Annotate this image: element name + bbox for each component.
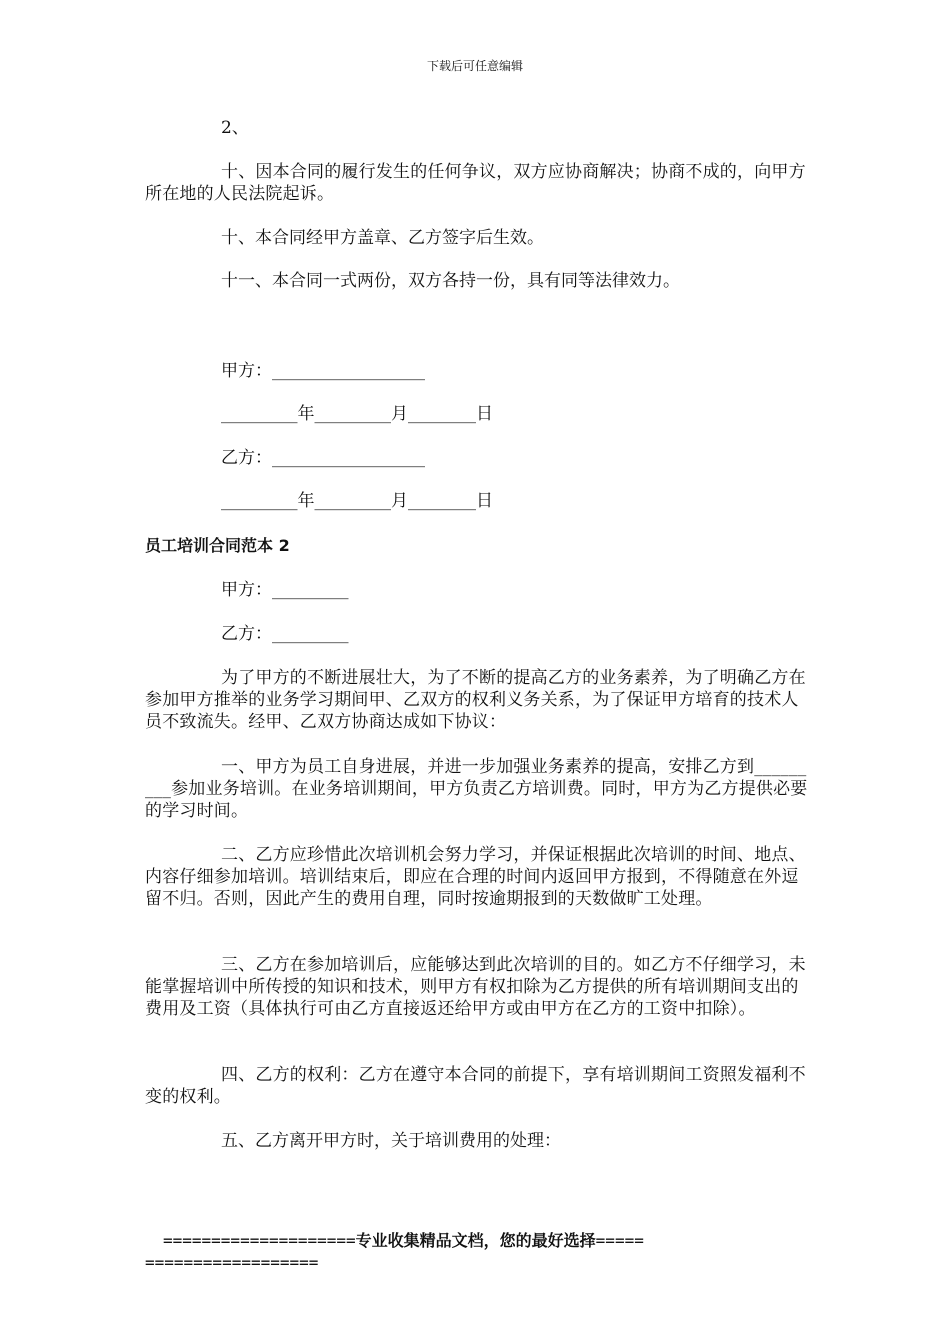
clause-2: 二、乙方应珍惜此次培训机会努力学习，并保证根据此次培训的时间、地点、内容仔细参加培训。培训结束后，即应在合理的时间内返回甲方报到，不得随意在外逗留不归。否则，因此产生的费用自理，同时按逾期报到的天数做旷工处理。: [145, 845, 806, 909]
clause-1: 一、甲方为员工自身进展，并进一步加强业务素养的提高，安排乙方到_________参加业务培训。在业务培训期间，甲方负责乙方培训费。同时，甲方为乙方提供必要的学习时间。: [145, 757, 808, 821]
clause-10-effect: 十、本合同经甲方盖章、乙方签字后生效。: [221, 228, 544, 248]
footer-equals-left: ====================: [163, 1231, 356, 1250]
clause-10-dispute: 十、因本合同的履行发生的任何争议，双方应协商解决；协商不成的，向甲方所在地的人民法院起诉。: [145, 162, 806, 204]
page-header: 下载后可任意编辑: [426, 59, 523, 73]
item-2: 2、: [221, 118, 249, 138]
intro-paragraph: 为了甲方的不断进展壮大，为了不断的提高乙方的业务素养，为了明确乙方在参加甲方推举的业务学习期间甲、乙双方的权利义务关系，为了保证甲方培育的技术人员不致流失。经甲、乙双方协商达成如下协议：: [145, 668, 806, 732]
clause-4: 四、乙方的权利：乙方在遵守本合同的前提下，享有培训期间工资照发福利不变的权利。: [145, 1065, 806, 1107]
party-b-signature: 乙方：__________________: [221, 448, 425, 468]
clause-3: 三、乙方在参加培训后，应能够达到此次培训的目的。如乙方不仔细学习，未能掌握培训中所传授的知识和技术，则甲方有权扣除为乙方提供的所有培训期间支出的费用及工资（具体执行可由乙方直接返还给甲方或由甲方在乙方的工资中扣除）。: [145, 955, 806, 1019]
party-a-field: 甲方：_________: [221, 580, 349, 600]
clause-5: 五、乙方离开甲方时，关于培训费用的处理：: [221, 1131, 561, 1151]
date-line-1: _________年_________月________日: [221, 404, 493, 424]
footer-equals-line-2: ==================: [145, 1253, 319, 1272]
date-line-2: _________年_________月________日: [221, 491, 493, 511]
party-a-signature: 甲方：__________________: [221, 361, 425, 381]
section-title: 员工培训合同范本 2: [145, 536, 290, 555]
footer-slogan: 专业收集精品文档，您的最好选择: [355, 1231, 596, 1250]
page-footer: [145, 1230, 805, 1274]
party-b-field: 乙方：_________: [221, 624, 349, 644]
footer-equals-right: =====: [595, 1231, 644, 1250]
clause-11-copies: 十一、本合同一式两份，双方各持一份，具有同等法律效力。: [221, 271, 680, 291]
